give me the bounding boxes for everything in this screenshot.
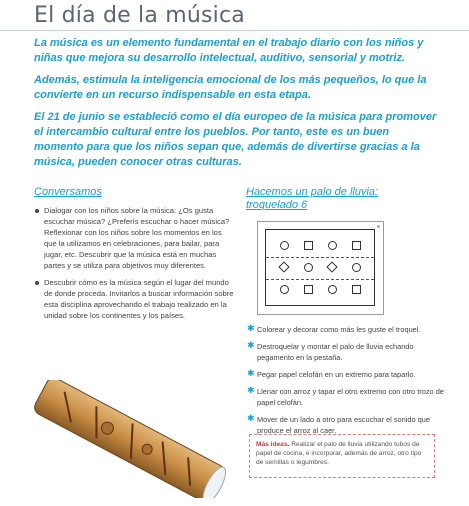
circle-icon (352, 263, 361, 272)
intro-paragraph-2: Además, estimula la inteligencia emocional de los más pequeños, lo que la convierte en un recurso indispensable en esta etapa. (34, 74, 427, 101)
step-4: ✱ Llenar con arroz y tapar el otro extremo con otro trozo de papel celofán. (247, 385, 444, 407)
title-divider (0, 30, 469, 31)
activity-heading: Hacemos un palo de lluvia: troquelado 6 (246, 186, 379, 211)
more-ideas-box (249, 434, 435, 478)
more-ideas-text: Realizar el palo de lluvia utilizando tubos de papel de cocina, e incorporar, además de arroz, otro tipo de semillas o legumbres. (256, 441, 422, 466)
troquel-row (266, 282, 374, 298)
troquel-card (257, 221, 384, 315)
circle-icon (280, 285, 289, 294)
step-1: ✱ Colorear y decorar como más les guste el troquel. (247, 323, 421, 334)
page-title: El día de la música (34, 3, 245, 28)
square-icon (352, 241, 361, 250)
card-corner-mark (377, 225, 380, 228)
star-icon: ✱ (247, 385, 255, 395)
intro-paragraph-1: La música es un elemento fundamental en el trabajo diario con los niños y niñas que mejora su desarrollo intelectual, auditivo, sensorial y motriz. (34, 37, 424, 64)
troquel-row (266, 238, 374, 254)
conversamos-list (34, 205, 234, 327)
step-3: ✱ Pegar papel celofán en un extremo para taparlo. (247, 368, 416, 379)
cut-line (266, 257, 374, 259)
conversamos-bullet-2: Descubrir cómo es la música según el lugar del mundo de donde proceda. Invitarlos a buscar información sobre esta disciplina aprovechando el trabajo realizado en la unidad sobre los continentes y los países. (34, 277, 234, 321)
circle-icon (280, 241, 289, 250)
circle-icon (328, 241, 337, 250)
circle-icon (328, 285, 337, 294)
intro-text (34, 36, 439, 177)
conversamos-bullet-1: Dialogar con los niños sobre la música: ¿Os gusta escuchar música? ¿Preferís escuchar o hacer música? Reflexionar con los niños sobre los momentos en los que la utilizamos en celebraciones, para bailar, para jugar, etc. Descubrir que la música está en muchas partes y se utiliza para objetivos muy diferentes. (34, 205, 234, 271)
more-ideas-label: Más ideas. (256, 441, 290, 448)
troquel-row (266, 260, 374, 276)
diamond-icon (326, 261, 337, 272)
conversamos-heading: Conversamos (34, 186, 102, 198)
step-2: ✱ Destroquelar y montar el palo de lluvia echando pegamento en la pestaña. (247, 340, 414, 362)
troquel-frame (265, 229, 375, 306)
star-icon: ✱ (247, 368, 255, 378)
step-5: ✱ Mover de un lado a otro para escuchar el sonido que produce el arroz al caer. (247, 413, 430, 435)
activity-steps (247, 324, 447, 442)
square-icon (304, 241, 313, 250)
diamond-icon (278, 261, 289, 272)
star-icon: ✱ (247, 323, 255, 333)
circle-icon (304, 263, 313, 272)
intro-paragraph-3: El 21 de junio se estableció como el día europeo de la música para promover el intercambio cultural entre los pueblos. Por tanto, este es un buen momento para que los niños sepan que, además de divertirse gracias a la música, pueden conocer otras culturas. (34, 111, 437, 168)
square-icon (352, 285, 361, 294)
rain-stick-image (30, 380, 230, 498)
cut-line (266, 279, 374, 281)
star-icon: ✱ (247, 413, 255, 423)
square-icon (304, 285, 313, 294)
star-icon: ✱ (247, 340, 255, 350)
